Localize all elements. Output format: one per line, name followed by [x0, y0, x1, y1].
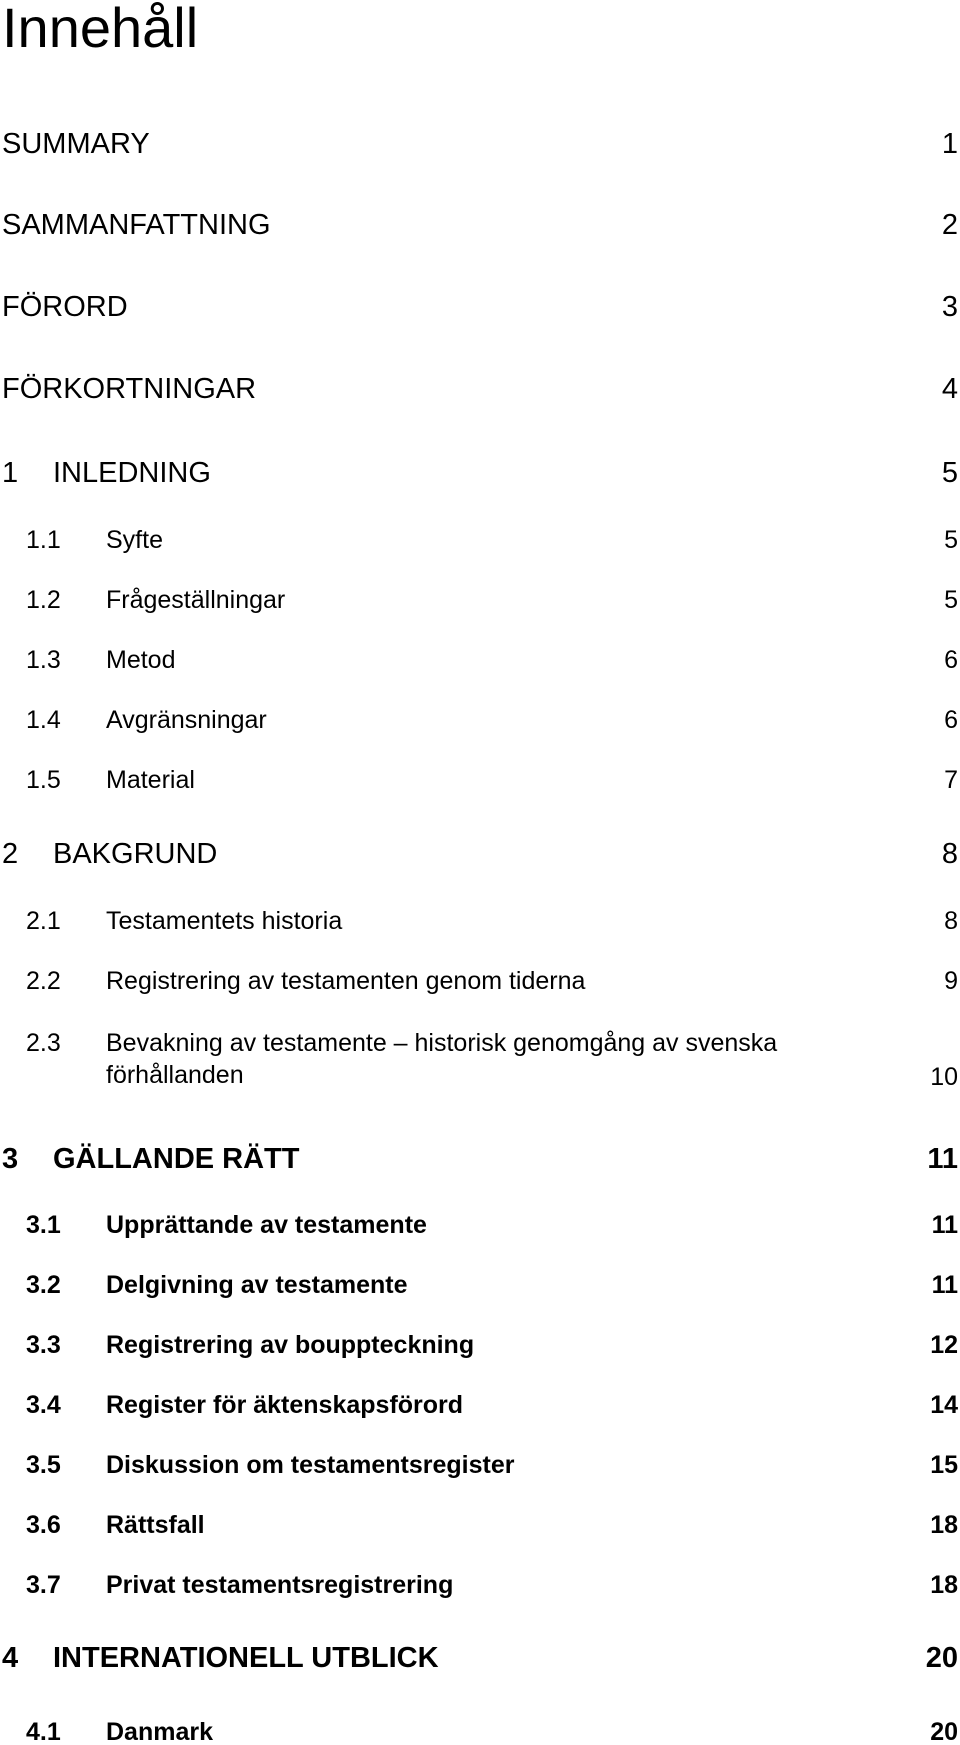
- toc-entry-page: 6: [944, 646, 958, 674]
- toc-entry-label: Privat testamentsregistrering: [106, 1571, 454, 1599]
- toc-entry-page: 8: [941, 838, 958, 870]
- toc-entry-label: Bevakning av testamente – historisk genomgång av svenska förhållanden: [106, 1029, 778, 1089]
- toc-entry-number: 2.2: [26, 967, 61, 995]
- toc-entry-label: BAKGRUND: [53, 838, 218, 870]
- toc-entry-number: 1: [2, 457, 19, 489]
- toc-entry-section-4-1[interactable]: [0, 1714, 960, 1745]
- toc-entry-label: Syfte: [106, 526, 163, 554]
- toc-entry-label: Registrering av bouppteckning: [106, 1331, 475, 1359]
- toc-entry-label: Testamentets historia: [106, 907, 343, 935]
- toc-entry-label: Avgränsningar: [106, 706, 267, 734]
- toc-entry-sammanfattning[interactable]: [0, 205, 960, 245]
- toc-entry-label: FÖRKORTNINGAR: [2, 373, 257, 405]
- toc-entry-label: Upprättande av testamente: [106, 1211, 427, 1239]
- toc-entry-label: Frågeställningar: [106, 586, 286, 614]
- toc-entry-number: 3.7: [26, 1571, 61, 1599]
- toc-entry-page: 11: [927, 1143, 958, 1175]
- toc-entry-label: Material: [106, 766, 195, 794]
- toc-entry-page: 1: [941, 128, 958, 160]
- toc-entry-page: 8: [944, 907, 958, 935]
- toc-entry-label: Rättsfall: [106, 1511, 205, 1539]
- toc-entry-page: 20: [930, 1718, 958, 1745]
- toc-entry-page: 7: [944, 766, 958, 794]
- toc-entry-page: 5: [944, 586, 958, 614]
- toc-entry-number: 2: [2, 838, 19, 870]
- toc-entry-section-1-2[interactable]: [0, 582, 960, 622]
- toc-entry-number: 4.1: [26, 1718, 61, 1745]
- toc-entry-chapter-1[interactable]: [0, 453, 960, 493]
- toc-entry-section-2-3[interactable]: [0, 1027, 960, 1099]
- toc-entry-number: 2.1: [26, 907, 61, 935]
- toc-entry-section-1-4[interactable]: [0, 702, 960, 742]
- toc-entry-section-3-2[interactable]: [0, 1267, 960, 1307]
- toc-entry-page: 5: [944, 526, 958, 554]
- toc-entry-number: 1.5: [26, 766, 61, 794]
- toc-entry-number: 4: [2, 1642, 19, 1674]
- toc-entry-page: 2: [941, 209, 958, 241]
- toc-entry-label: FÖRORD: [2, 291, 128, 323]
- toc-entry-label: GÄLLANDE RÄTT: [53, 1143, 300, 1175]
- toc-entry-label: INLEDNING: [53, 457, 211, 489]
- toc-entry-number: 3.2: [26, 1271, 61, 1299]
- toc-entry-page: 5: [941, 457, 958, 489]
- toc-entry-number: 3.6: [26, 1511, 61, 1539]
- toc-entry-number: 3.4: [26, 1391, 61, 1419]
- toc-entry-label: Register för äktenskapsförord: [106, 1391, 464, 1419]
- toc-entry-section-1-3[interactable]: [0, 642, 960, 682]
- toc-entry-section-1-5[interactable]: [0, 762, 960, 802]
- toc-entry-summary[interactable]: [0, 124, 960, 164]
- toc-entry-page: 11: [931, 1271, 958, 1299]
- toc-entry-number: 1.1: [26, 526, 61, 554]
- toc-entry-label: SUMMARY: [2, 128, 150, 160]
- toc-entry-label: Diskussion om testamentsregister: [106, 1451, 515, 1479]
- toc-entry-chapter-3[interactable]: [0, 1139, 960, 1179]
- toc-entry-page: 18: [930, 1571, 958, 1599]
- toc-entry-number: 2.3: [26, 1029, 61, 1057]
- toc-entry-section-3-3[interactable]: [0, 1327, 960, 1367]
- toc-entry-page: 20: [925, 1642, 958, 1674]
- toc-entry-page: 14: [930, 1391, 958, 1419]
- toc-entry-section-3-5[interactable]: [0, 1447, 960, 1487]
- toc-entry-section-3-7[interactable]: [0, 1567, 960, 1607]
- toc-entry-chapter-2[interactable]: [0, 834, 960, 874]
- toc-entry-label: Danmark: [106, 1718, 213, 1745]
- toc-entry-page: 11: [931, 1211, 958, 1239]
- toc-entry-page: 4: [941, 373, 958, 405]
- toc-entry-number: 1.4: [26, 706, 61, 734]
- toc-entry-page: 18: [930, 1511, 958, 1539]
- toc-entry-page: 10: [930, 1063, 958, 1091]
- toc-entry-label: Metod: [106, 646, 176, 674]
- toc-entry-page: 9: [944, 967, 958, 995]
- toc-entry-forord[interactable]: [0, 287, 960, 327]
- toc-entry-page: 12: [930, 1331, 958, 1359]
- toc-entry-number: 3.1: [26, 1211, 61, 1239]
- toc-entry-number: 3.5: [26, 1451, 61, 1479]
- toc-entry-page: 6: [944, 706, 958, 734]
- toc-entry-label: Registrering av testamenten genom tiderna: [106, 967, 586, 995]
- toc-entry-section-2-1[interactable]: [0, 903, 960, 943]
- toc-entry-label: Delgivning av testamente: [106, 1271, 408, 1299]
- toc-entry-forkortningar[interactable]: [0, 369, 960, 409]
- toc-entry-number: 1.3: [26, 646, 61, 674]
- toc-entry-number: 1.2: [26, 586, 61, 614]
- toc-entry-number: 3: [2, 1143, 19, 1175]
- toc-entry-section-1-1[interactable]: [0, 522, 960, 562]
- toc-entry-section-2-2[interactable]: [0, 963, 960, 1003]
- toc-entry-page: 15: [930, 1451, 958, 1479]
- toc-entry-chapter-4[interactable]: [0, 1638, 960, 1678]
- toc-entry-section-3-4[interactable]: [0, 1387, 960, 1427]
- page-title: Innehåll: [2, 0, 199, 59]
- toc-entry-label: INTERNATIONELL UTBLICK: [53, 1642, 439, 1674]
- toc-entry-section-3-1[interactable]: [0, 1207, 960, 1247]
- toc-entry-page: 3: [941, 291, 958, 323]
- toc-entry-label: SAMMANFATTNING: [2, 209, 271, 241]
- toc-entry-section-3-6[interactable]: [0, 1507, 960, 1547]
- toc-entry-number: 3.3: [26, 1331, 61, 1359]
